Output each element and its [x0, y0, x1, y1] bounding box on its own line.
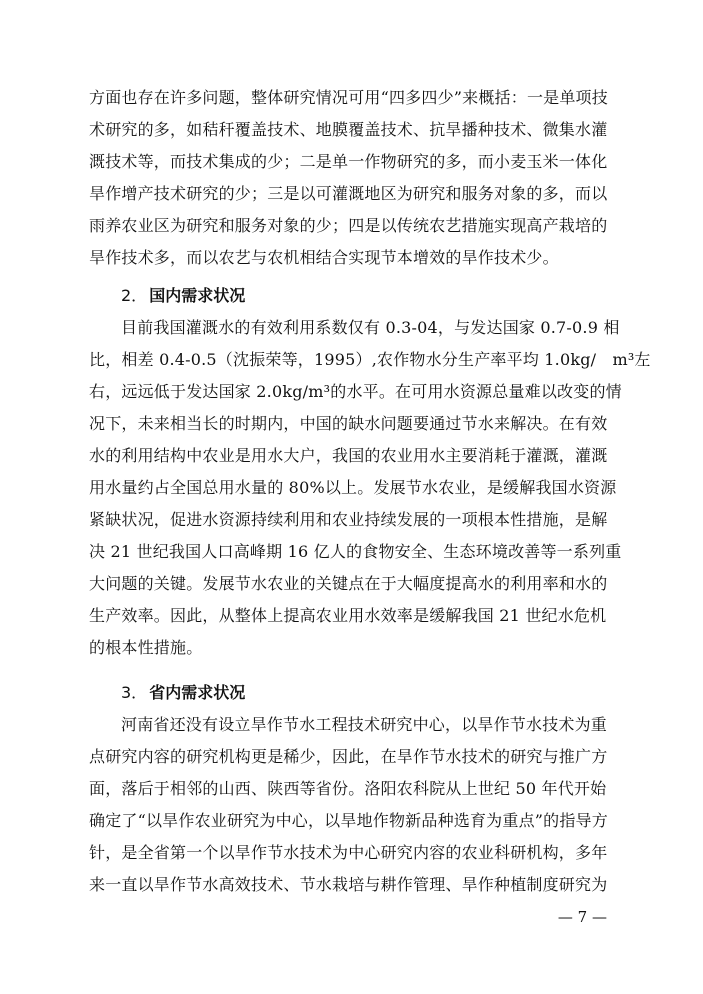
section2-line-6: 用水量约占全国总用水量的 80%以上。发展节水农业，是缓解我国水资源: [89, 478, 617, 497]
section2-line-3: 右，远远低于发达国家 2.0kg/m³的水平。在可用水资源总量难以改变的情: [89, 382, 622, 401]
section2-line-7: 紧缺状况，促进水资源持续利用和农业持续发展的一项根本性措施，是解: [89, 510, 608, 529]
section2-line-9: 大问题的关键。发展节水农业的关键点在于大幅度提高水的利用率和水的: [89, 574, 608, 593]
section3-line-4: 确定了“以旱作农业研究为中心，以旱地作物新品种选育为重点”的指导方: [89, 811, 608, 830]
section3-line-3: 面，落后于相邻的山西、陕西等省份。洛阳农科院从上世纪 50 年代开始: [89, 779, 607, 798]
section2-line-8: 决 21 世纪我国人口高峰期 16 亿人的食物安全、生态环境改善等一系列重: [89, 542, 622, 561]
section3-line-6: 来一直以旱作节水高效技术、节水栽培与耕作管理、旱作种植制度研究为: [89, 875, 608, 894]
section3-line-2: 点研究内容的研究机构更是稀少，因此，在旱作节水技术的研究与推广方: [89, 747, 608, 766]
section3-number: 3．: [121, 683, 148, 702]
section2-number: 2．: [121, 286, 148, 305]
paragraph1-line-4: 旱作增产技术研究的少；三是以可灌溉地区为研究和服务对象的多，而以: [89, 184, 608, 203]
section3-title: 省内需求状况: [149, 683, 246, 702]
paragraph1-line-3: 溉技术等，而技术集成的少；二是单一作物研究的多，而小麦玉米一体化: [89, 152, 608, 171]
section2-heading: [121, 286, 245, 306]
section3-line-5: 针，是全省第一个以旱作节水技术为中心研究内容的农业科研机构，多年: [89, 843, 608, 862]
paragraph1-line-2: 术研究的多，如秸秆覆盖技术、地膜覆盖技术、抗旱播种技术、微集水灌: [89, 120, 608, 139]
section3-line-1: 河南省还没有设立旱作节水工程技术研究中心，以旱作节水技术为重: [121, 715, 608, 734]
paragraph1-line-6: 旱作技术多，而以农艺与农机相结合实现节本增效的旱作技术少。: [89, 248, 559, 267]
section2-line-2: 比，相差 0.4-0.5（沈振荣等，1995）,农作物水分生产率平均 1.0kg/ m³左: [89, 350, 651, 369]
section2-line-1: 目前我国灌溉水的有效利用系数仅有 0.3-04，与发达国家 0.7-0.9 相: [121, 318, 620, 337]
section2-line-5: 水的利用结构中农业是用水大户，我国的农业用水主要消耗于灌溉，灌溉: [89, 446, 608, 465]
section3-heading: [121, 683, 245, 703]
paragraph1-line-1: 方面也存在许多问题，整体研究情况可用“四多四少”来概括：一是单项技: [89, 88, 608, 107]
page-number: — 7 —: [557, 908, 607, 926]
section2-line-4: 况下，未来相当长的时期内，中国的缺水问题要通过节水来解决。在有效: [89, 414, 608, 433]
paragraph1-line-5: 雨养农业区为研究和服务对象的少；四是以传统农艺措施实现高产栽培的: [89, 216, 608, 235]
section2-title: 国内需求状况: [149, 286, 246, 305]
section2-line-11: 的根本性措施。: [89, 638, 203, 657]
section2-line-10: 生产效率。因此，从整体上提高农业用水效率是缓解我国 21 世纪水危机: [89, 606, 607, 625]
